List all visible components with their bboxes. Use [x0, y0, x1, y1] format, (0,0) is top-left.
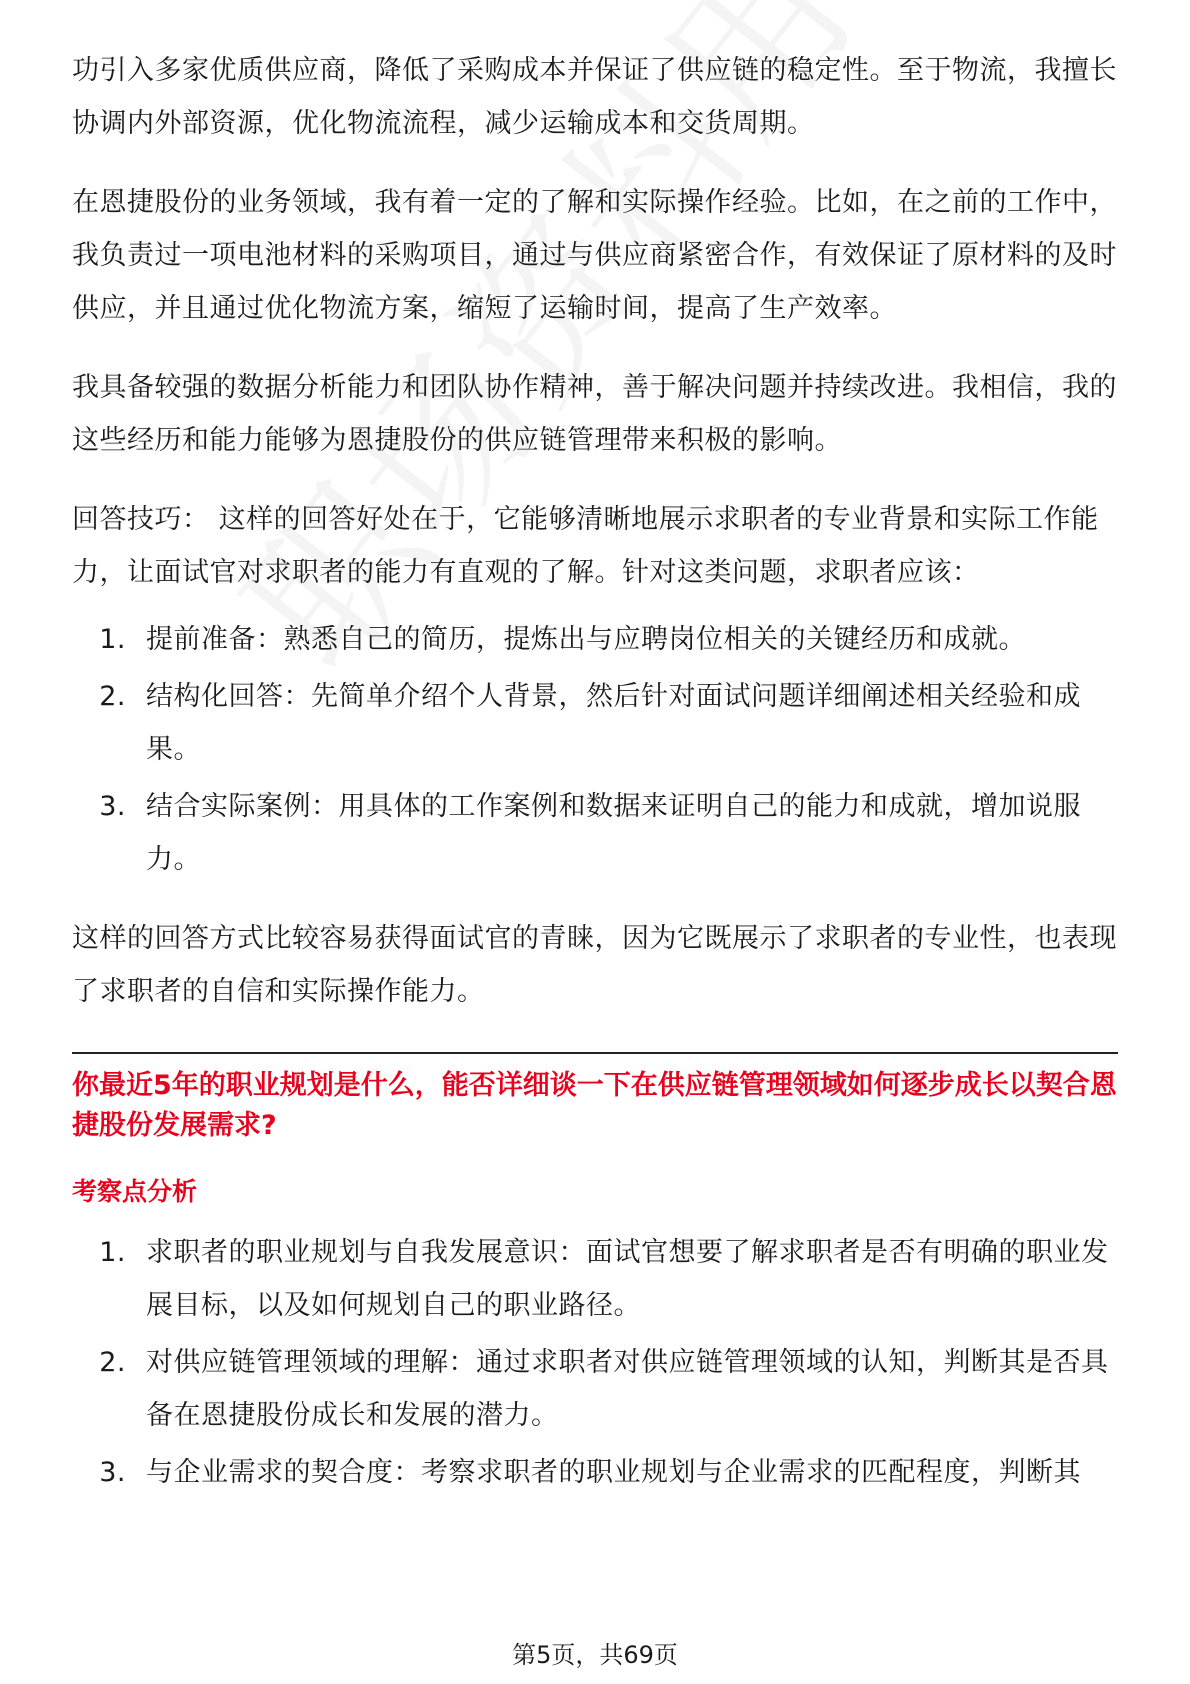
- list-item: [72, 670, 1118, 776]
- list-item-number: 1.: [99, 1237, 126, 1268]
- list-item-text: 结合实际案例：用具体的工作案例和数据来证明自己的能力和成就，增加说服力。: [146, 791, 1081, 875]
- list-item-text: 提前准备：熟悉自己的简历，提炼出与应聘岗位相关的关键经历和成就。: [146, 624, 1026, 655]
- list-item: [72, 1226, 1118, 1332]
- paragraph-business-experience: 在恩捷股份的业务领域，我有着一定的了解和实际操作经验。比如，在之前的工作中，我负责过一项电池材料的采购项目，通过与供应商紧密合作，有效保证了原材料的及时供应，并且通过优化物流方案，缩短了运输时间，提高了生产效率。: [72, 187, 1117, 324]
- list-item-number: 2.: [99, 1347, 126, 1378]
- analysis-points-list: [72, 1226, 1118, 1499]
- paragraph-closing: 这样的回答方式比较容易获得面试官的青睐，因为它既展示了求职者的专业性，也表现了求职者的自信和实际操作能力。: [72, 923, 1117, 1007]
- list-item-text: 结构化回答：先简单介绍个人背景，然后针对面试问题详细阐述相关经验和成果。: [146, 681, 1081, 765]
- page-number-footer: 第5页，共69页: [512, 1641, 678, 1669]
- paragraph-answer-tips: 回答技巧： 这样的回答好处在于，它能够清晰地展示求职者的专业背景和实际工作能力，让面试官对求职者的能力有直观的了解。针对这类问题，求职者应该：: [72, 504, 1099, 588]
- page-content: [72, 44, 1118, 1525]
- list-item-number: 1.: [99, 624, 126, 655]
- tips-list: [72, 613, 1118, 886]
- list-item: [72, 780, 1118, 886]
- question-title: 你最近5年的职业规划是什么，能否详细谈一下在供应链管理领域如何逐步成长以契合恩捷股份发展需求?: [72, 1070, 1117, 1141]
- list-item-text: 求职者的职业规划与自我发展意识：面试官想要了解求职者是否有明确的职业发展目标，以及如何规划自己的职业路径。: [146, 1237, 1109, 1321]
- list-item: [72, 613, 1118, 666]
- section-heading-analysis: 考察点分析: [72, 1177, 198, 1206]
- list-item-number: 3.: [99, 1457, 126, 1488]
- list-item: [72, 1336, 1118, 1442]
- section-divider: [72, 1052, 1118, 1054]
- list-item-number: 2.: [99, 681, 126, 712]
- list-item-text: 对供应链管理领域的理解：通过求职者对供应链管理领域的认知，判断其是否具备在恩捷股份成长和发展的潜力。: [146, 1347, 1109, 1431]
- list-item: [72, 1446, 1118, 1499]
- list-item-text: 与企业需求的契合度：考察求职者的职业规划与企业需求的匹配程度，判断其: [146, 1457, 1081, 1488]
- paragraph-abilities: 我具备较强的数据分析能力和团队协作精神，善于解决问题并持续改进。我相信，我的这些经历和能力能够为恩捷股份的供应链管理带来积极的影响。: [72, 372, 1117, 456]
- list-item-number: 3.: [99, 791, 126, 822]
- paragraph-supplier-logistics: 功引入多家优质供应商，降低了采购成本并保证了供应链的稳定性。至于物流，我擅长协调内外部资源，优化物流流程，减少运输成本和交货周期。: [72, 55, 1117, 139]
